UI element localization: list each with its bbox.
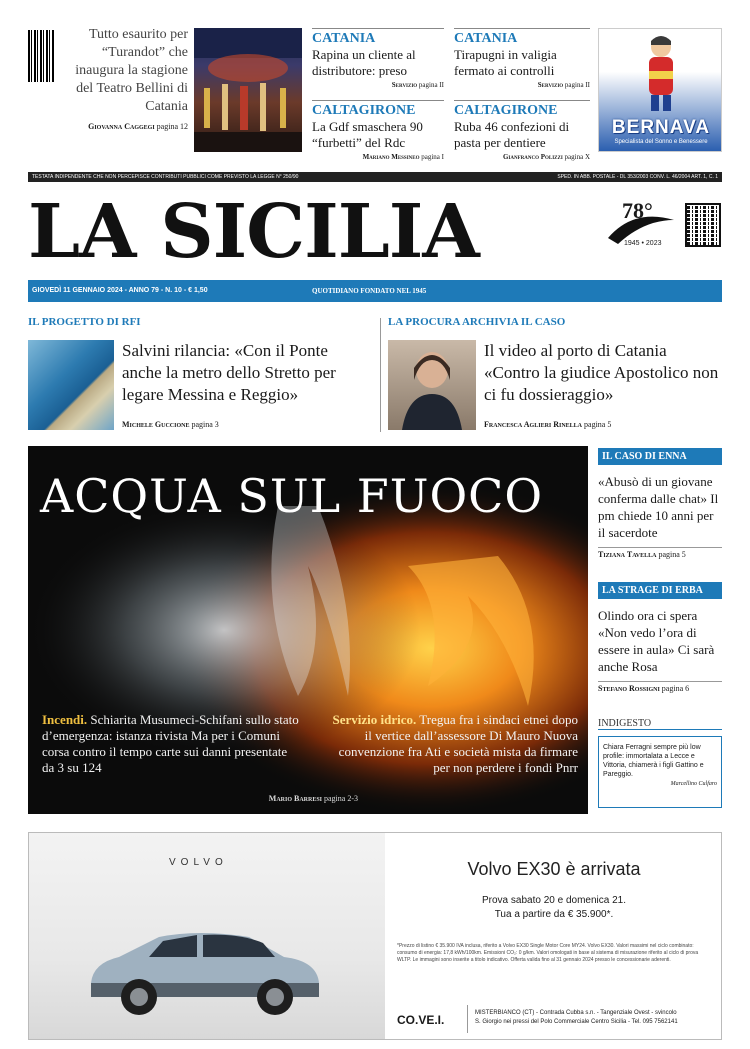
- volvo-brand: VOLVO: [169, 857, 228, 868]
- sidebar-headline: «Abusò di un giovane conferma dalle chat» Il pm chiede 10 anni per il sacerdote: [598, 474, 719, 540]
- dealer-address: [475, 1009, 719, 1027]
- teaser-catania-1[interactable]: [312, 28, 444, 89]
- judge-photo: [388, 340, 476, 430]
- legal-strip: [28, 172, 722, 182]
- teaser-author: Servizio: [537, 81, 564, 89]
- qr-code: [685, 203, 721, 247]
- founded-note: QUOTIDIANO FONDATO NEL 1945: [312, 287, 427, 295]
- teaser-author: Servizio: [391, 81, 418, 89]
- turandot-author: Giovanna Caggegi: [88, 122, 155, 131]
- teaser-headline: Ruba 46 confezioni di pasta per dentiere: [454, 119, 570, 150]
- idrico-lead: Servizio idrico.: [332, 712, 417, 727]
- teaser-caltagirone-1[interactable]: [312, 100, 444, 161]
- main-author: Mario Barresi: [268, 794, 322, 803]
- teaser-page: pagina II: [564, 81, 590, 89]
- anniversary-years: 1945 • 2023: [624, 240, 662, 247]
- incendi-text: Schiarita Musumeci-Schifani sullo stato d’emergenza: istanza rivista Ma per i Comuni corsa contro il tempo carte sui danni presentate da 3 su 124: [42, 712, 299, 775]
- anniversary-number: 78°: [622, 198, 653, 223]
- dealer-address-line1: MISTERBIANCO (CT) - Contrada Cubba s.n. - Tangenziale Ovest - svincolo: [475, 1010, 677, 1016]
- dealer-address-line2: S. Giorgio nei pressi del Polo Commerciale Centro Sicilia - Tel. 095 7562141: [475, 1019, 678, 1025]
- idrico-summary: [328, 712, 578, 776]
- teaser-page: pagina X: [564, 153, 590, 161]
- strait-photo: [28, 340, 114, 430]
- dealer-logo: CO.VE.I.: [397, 1013, 445, 1027]
- car-icon: [79, 923, 329, 1019]
- legal-right: SPED. IN ABB. POSTALE - DL 353/2003 CONV. L. 46/2004 ART. 1, C. 1: [557, 174, 718, 180]
- indigesto-text: Chiara Ferragni sempre più low profile: immortalata a Lecce e Vittoria, chiamerà i figli Gattino e Pareggio.: [603, 744, 704, 778]
- teaser-page: pagina II: [418, 81, 444, 89]
- teaser-kicker: CATANIA: [312, 31, 376, 46]
- teaser-author: Gianfranco Polizzi: [502, 153, 563, 161]
- turandot-text: Tutto esaurito per “Turandot” che inaugura la stagione del Teatro Bellini di Catania: [75, 27, 188, 114]
- volvo-headline: Volvo EX30 è arrivata: [467, 859, 641, 879]
- turandot-photo: [194, 28, 302, 152]
- sidebar-headline: Olindo ora ci spera «Non vedo l’ora di essere in aula» Ci sarà anche Rosa: [598, 608, 715, 674]
- dateline-bar: [28, 280, 722, 302]
- sidebar-page: pagina 5: [658, 550, 686, 559]
- sidebar-page: pagina 6: [661, 684, 690, 693]
- story-procura[interactable]: [388, 316, 722, 434]
- dealer-divider: [467, 1005, 468, 1033]
- sidebar-kicker: LA STRAGE DI ERBA: [598, 582, 722, 599]
- turandot-teaser[interactable]: [60, 26, 188, 131]
- sidebar-author: Tiziana Tavella: [598, 550, 657, 559]
- story-page: pagina 5: [584, 420, 612, 429]
- dateline: GIOVEDÌ 11 GENNAIO 2024 - ANNO 79 - N. 10 - € 1,50: [32, 287, 208, 294]
- sidebar-story-erba[interactable]: [598, 582, 722, 693]
- sidebar-story-enna[interactable]: [598, 448, 722, 559]
- indigesto-signature: Marcellino Culfaro: [670, 781, 717, 787]
- teaser-headline: La Gdf smaschera 90 “furbetti” del Rdc: [312, 119, 423, 150]
- barcode: [28, 30, 54, 82]
- story-kicker: IL PROGETTO DI RFI: [28, 316, 141, 328]
- sidebar-kicker: IL CASO DI ENNA: [598, 448, 722, 465]
- bernava-ad[interactable]: [598, 28, 722, 152]
- idrico-text: Tregua fra i sindaci etnei dopo il vertice dall’assessore Di Mauro Nuova convenzione fra Ati e società mista da firmare per non perdere i fondi Pnrr: [338, 712, 578, 775]
- column-divider: [380, 318, 381, 432]
- teaser-kicker: CALTAGIRONE: [312, 103, 416, 118]
- volvo-ad[interactable]: [28, 832, 722, 1040]
- story-page: pagina 3: [191, 420, 219, 429]
- story-kicker: LA PROCURA ARCHIVIA IL CASO: [388, 316, 566, 328]
- teaser-caltagirone-2[interactable]: [454, 100, 590, 161]
- legal-left: TESTATA INDIPENDENTE CHE NON PERCEPISCE CONTRIBUTI PUBBLICI COME PREVISTO LA LEGGE N° 250/90: [32, 174, 299, 180]
- masthead-title[interactable]: LA SICILIA: [28, 189, 479, 275]
- incendi-lead: Incendi.: [42, 712, 88, 727]
- teaser-kicker: CALTAGIRONE: [454, 103, 558, 118]
- indigesto-label: INDIGESTO: [598, 718, 722, 730]
- incendi-summary: [42, 712, 300, 776]
- story-author: Francesca Aglieri Rinella: [484, 420, 583, 429]
- bernava-mascot-icon: [631, 33, 691, 113]
- volvo-fine-print: *Prezzo di listino € 35.900 IVA inclusa, riferito a Volvo EX30 Single Motor Core MY24. Volvo EX30. Valori massimi nel ciclo combinato: consumo di energia: 17,8 kWh/100km. Emissioni CO₂: 0 g/km. Valori omologati in base al sistema di misurazione riferito al ciclo di prova WLTP. Le immagini sono inserite a titolo indicativo. Offerta valida fino al 31 gennaio 2024 presso le concessionarie aderenti.: [397, 943, 699, 963]
- bernava-tagline: Specialista del Sonno e Benessere: [614, 139, 708, 145]
- sidebar-author: Stefano Rossigni: [598, 684, 660, 693]
- main-story[interactable]: [28, 446, 588, 814]
- volvo-sub1: Prova sabato 20 e domenica 21.: [482, 895, 626, 906]
- teaser-catania-2[interactable]: [454, 28, 590, 89]
- teaser-author: Mariano Messineo: [362, 153, 420, 161]
- story-author: Michele Guccione: [122, 420, 190, 429]
- main-page: pagina 2-3: [324, 794, 358, 803]
- story-rfi[interactable]: [28, 316, 368, 434]
- teaser-kicker: CATANIA: [454, 31, 518, 46]
- main-headline: ACQUA SUL FUOCO: [40, 469, 544, 523]
- volvo-photo: [29, 833, 385, 1040]
- teaser-page: pagina I: [421, 153, 444, 161]
- anniversary-logo: [604, 198, 676, 254]
- story-headline: Salvini rilancia: «Con il Ponte anche la metro dello Stretto per legare Messina e Reggio»: [122, 341, 336, 404]
- bernava-brand: BERNAVA: [611, 117, 711, 138]
- volvo-sub2: Tua a partire da € 35.900*.: [494, 909, 614, 920]
- teaser-headline: Rapina un cliente al distributore: preso: [312, 47, 416, 78]
- indigesto-box[interactable]: [598, 718, 722, 814]
- teaser-headline: Tirapugni in valigia fermato ai controlli: [454, 47, 557, 78]
- turandot-page: pagina 12: [156, 122, 188, 131]
- story-headline: Il video al porto di Catania «Contro la giudice Apostolico non ci fu dossieraggio»: [484, 341, 719, 404]
